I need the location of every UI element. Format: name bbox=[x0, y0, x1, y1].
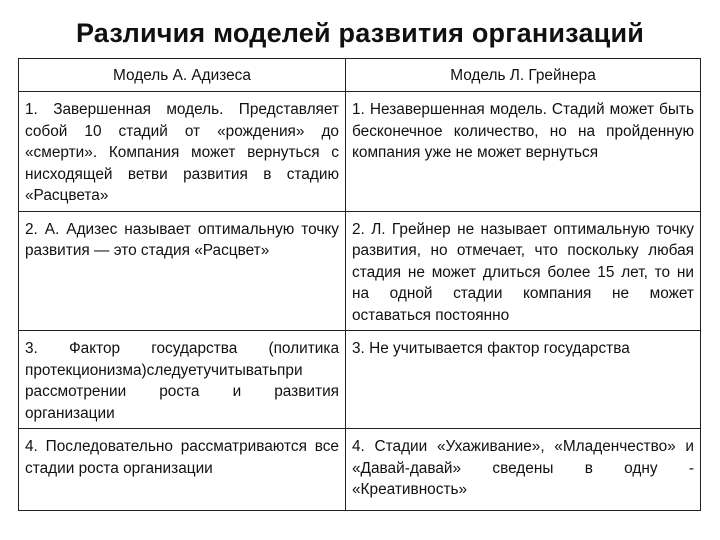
row-3-greiner-cell: 3. Не учитывается фактор государства bbox=[346, 331, 701, 429]
table-row bbox=[19, 331, 701, 429]
table-header-row bbox=[19, 59, 701, 92]
table-row bbox=[19, 92, 701, 212]
row-2-adizes-cell: 2. А. Адизес называет оптимальную точку развития — это стадия «Расцвет» bbox=[19, 211, 346, 331]
header-adizes-model: Модель А. Адизеса bbox=[19, 59, 346, 92]
comparison-table bbox=[18, 58, 701, 511]
row-2-greiner-cell: 2. Л. Грейнер не называет оптимальную точку развития, но отмечает, что поскольку любая стадия не может длиться более 15 лет, то ни на одной стадии компания не может оставаться постоянно bbox=[346, 211, 701, 331]
row-4-greiner-cell: 4. Стадии «Ухаживание», «Младенчество» и «Давай-давай» сведены в одну - «Креативность» bbox=[346, 429, 701, 511]
header-greiner-model: Модель Л. Грейнера bbox=[346, 59, 701, 92]
page-title: Различия моделей развития организаций bbox=[75, 18, 645, 48]
row-1-greiner-cell: 1. Незавершенная модель. Стадий может быть бесконечное количество, но на пройденную компания уже не может вернуться bbox=[346, 92, 701, 212]
row-4-adizes-cell: 4. Последовательно рассматриваются все стадии роста организации bbox=[19, 429, 346, 511]
row-1-adizes-cell: 1. Завершенная модель. Представляет собой 10 стадий от «рождения» до «смерти». Компания может вернуться с нисходящей ветви развития в стадию «Расцвета» bbox=[19, 92, 346, 212]
row-3-adizes-cell: 3. Фактор государства (политика протекционизма)следуетучитыватьпри рассмотрении роста и развития организации bbox=[19, 331, 346, 429]
table-row bbox=[19, 429, 701, 511]
table-row bbox=[19, 211, 701, 331]
